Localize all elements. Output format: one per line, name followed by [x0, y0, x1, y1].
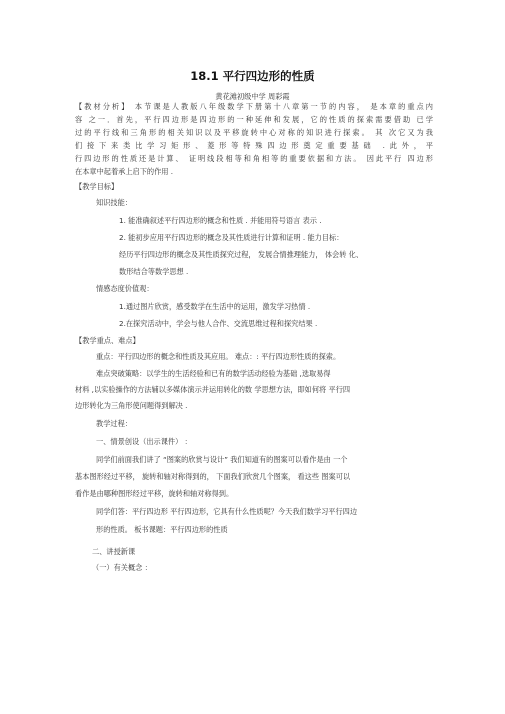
analysis-line: 【教材分析】 本节课是人教版八年级数学下册第十八章第一节的内容， 是本章的重点内 [75, 102, 433, 111]
analysis-line: 过的平行线和三角形的相关知识以及平移旋转中心对称的知识进行探索。 其 次它又为我 [75, 128, 433, 137]
emotion-heading: 情感态度价值观： [96, 284, 154, 293]
analysis-line: 们接下来类比学习矩形、菱形等特殊四边形奠定重要基础 .此外，平 [75, 141, 433, 150]
key-points: 重点：平行四边形的概念和性质及其应用。 难点：: 平行四边形性质的探索。 [96, 352, 341, 361]
knowledge-heading: 知识技能： [96, 198, 132, 207]
breakthrough-line: 材料 ,以实验操作的方法辅以多媒体演示并运用转化的数 学思想方法，即如何将 平行四 [75, 385, 351, 394]
knowledge-item: 2. 能初步应用平行四边形的概念及其性质进行计算和证明 . 能力目标： [119, 233, 344, 242]
step1-line: 基本图形经过平移， 旋转和轴对称得到的， 下面我们欣赏几个图案， 看这些 图案可以 [75, 472, 351, 481]
analysis-line: 在本章中起着承上启下的作用 . [75, 167, 174, 176]
breakthrough-line: 难点突破策略：以学生的生活经验和已有的数学活动经验为基础 ,选取易得 [96, 369, 331, 378]
analysis-line: 行四边形的性质还是计算、 证明线段相等和角相等的重要依据和方法。 因此平行 四边形 [75, 154, 433, 163]
answer-line: 同学们答：平行四边形 平行四边形，它具有什么性质呢？今天我们数学习平行四边 [96, 507, 358, 516]
author-line: 黄花滩初级中学 周彩霞 [215, 92, 290, 101]
key-heading: 【教学重点、难点】 [75, 336, 140, 345]
answer-line: 形的性质。 板书课题：平行四边形的性质 [96, 525, 228, 534]
step1-line: 看作是由哪种图形经过平移，旋转和轴对称得到。 [75, 489, 234, 498]
document-title: 18.1 平行四边形的性质 [190, 69, 315, 83]
knowledge-item: 1. 能准确叙述平行四边形的概念和性质 . 并能用符号语言 表示 . [119, 216, 322, 225]
breakthrough-line: 边形转化为三角形使问题得到解决 . [75, 401, 188, 410]
ability-line: 经历平行四边形的概念及其性质探究过程， 发展合情推理能力， 体会转 化、 [119, 250, 364, 259]
ability-line: 数形结合等数学思想 . [119, 267, 189, 276]
analysis-line: 容 之一．首先，平行四边形是四边形的一种延伸和发展，它的性质的探索需要借助 已学 [75, 115, 433, 124]
step2-heading: 二、讲授新课 [92, 547, 136, 556]
step1-line: 同学们前面我们讲了 “图案的欣赏与设计” 我们知道有的图案可以看作是由 一个 [96, 455, 348, 464]
goals-heading: 【教学目标】 [75, 182, 119, 191]
step2-subheading: （一）有关概念 ： [92, 563, 152, 572]
emotion-item: 2.在探究活动中，学会与他人合作、交流思维过程和探究结果 . [119, 319, 318, 328]
process-heading: 教学过程： [96, 419, 132, 428]
step1-heading: 一、情景创设（出示课件） ： [96, 437, 192, 446]
emotion-item: 1.通过图片欣赏，感受数学在生活中的运用，激发学习热情 . [119, 302, 311, 311]
